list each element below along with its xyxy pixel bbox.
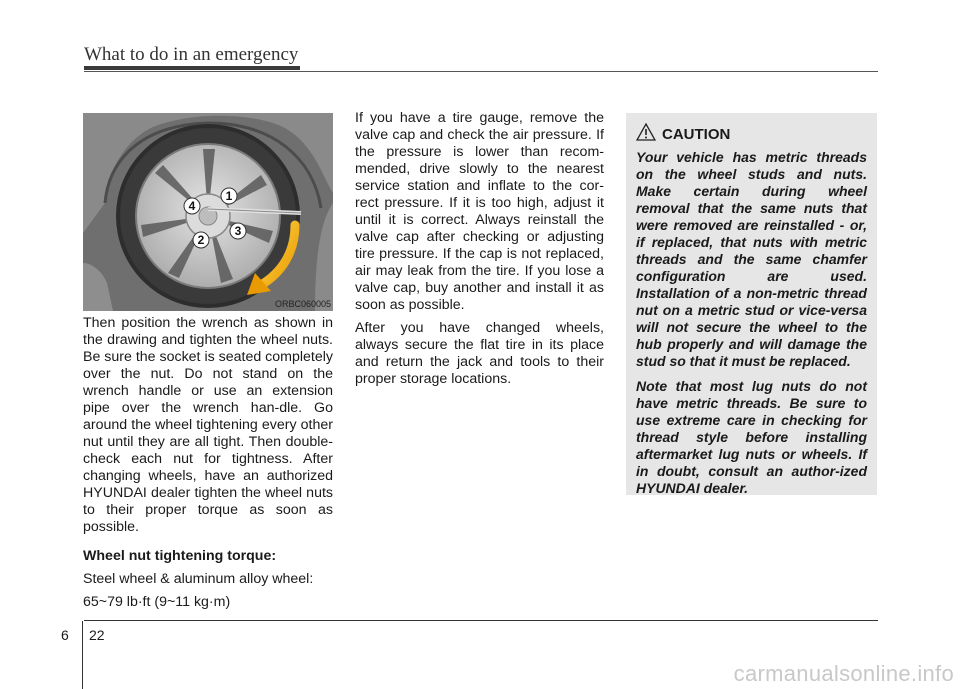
nut-label-2: 2 — [197, 233, 205, 247]
footer-divider — [82, 621, 83, 689]
header-rule — [84, 71, 878, 72]
left-column — [83, 315, 333, 617]
warning-triangle-icon — [636, 123, 656, 146]
watermark: carmanualsonline.info — [733, 661, 954, 686]
torque-heading: Wheel nut tightening torque: — [83, 548, 277, 564]
caution-title: CAUTION — [662, 126, 731, 143]
caution-metric-threads: Your vehicle has metric threads on the wheel studs and nuts. Make certain during wheel removal that the same nuts that were removed are reinstalled - or, if replaced, that nuts with metric threads and the same chamfer configuration are used. Installation of a non-metric thread nut on a metric stud or vice-versa will not secure the wheel to the hub properly and will damage the stud so that it must be replaced. — [636, 149, 867, 369]
chapter-number: 6 — [61, 627, 69, 643]
page-number: 22 — [89, 627, 105, 643]
middle-column — [355, 110, 604, 394]
nut-label-4: 4 — [188, 199, 196, 213]
header-rule-thick — [84, 66, 300, 70]
torque-value: 65~79 lb·ft (9~11 kg·m) — [83, 594, 231, 610]
caution-box — [626, 113, 877, 495]
nut-label-3: 3 — [234, 224, 242, 238]
storage-paragraph: After you have changed wheels, always secure the flat tire in its place and return the jack and tools to their proper storage locations. — [355, 320, 604, 387]
footer-rule — [84, 620, 878, 621]
caution-header — [636, 123, 867, 146]
wheel-illustration — [83, 113, 333, 311]
caution-lug-nuts: Note that most lug nuts do not have metric threads. Be sure to use extreme care in checking for thread style before installing aftermarket lug nuts or wheels. If in doubt, consult an author-ized HYUNDAI dealer. — [636, 378, 867, 496]
tire-gauge-paragraph: If you have a tire gauge, remove the valve cap and check the air pressure. If the pressure is lower than recom-mended, drive slowly to the nearest service station and inflate to the cor-rect pressure. If it is too high, adjust it until it is correct. Always reinstall the valve cap after checking or adjusting tire pressure. If the cap is not replaced, air may leak from the tire. If you lose a valve cap, buy another and install it as soon as possible. — [355, 110, 604, 313]
wrench-instructions: Then position the wrench as shown in the drawing and tighten the wheel nuts. Be sure the socket is seated completely over the nut. Do not stand on the wrench handle or use an extension pipe over the wrench han-dle. Go around the wheel tightening every other nut until they are all tight. Then double-check each nut for tightness. After changing wheels, have an authorized HYUNDAI dealer tighten the wheel nuts to their proper torque as soon as possible. — [83, 315, 333, 535]
nut-label-1: 1 — [225, 189, 233, 203]
figure-code: ORBC060005 — [274, 299, 331, 309]
torque-wheel-type: Steel wheel & aluminum alloy wheel: — [83, 571, 314, 587]
page-header-title: What to do in an emergency — [84, 44, 299, 65]
wheel-drawing — [83, 113, 333, 311]
